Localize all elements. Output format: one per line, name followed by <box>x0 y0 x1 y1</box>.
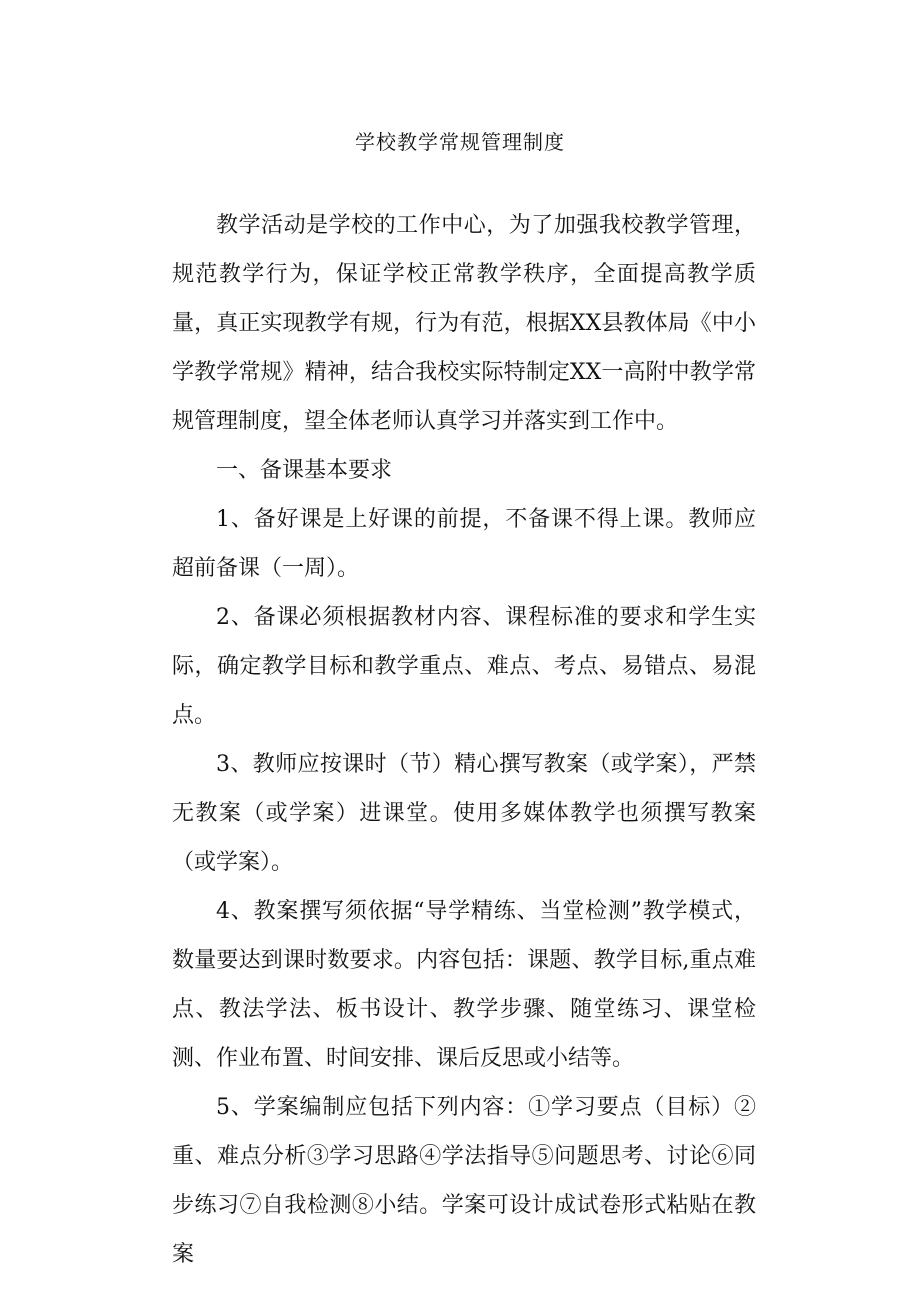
intro-paragraph: 教学活动是学校的工作中心，为了加强我校教学管理，规范教学行为，保证学校正常教学秩序，全面提高教学质量，真正实现教学有规，行为有范，根据XX县教体局《中小学教学常规》精神，结合我校实际特制定XX一高附中教学常规管理制度，望全体老师认真学习并落实到工作中。 <box>172 213 756 434</box>
document-title: 学校教学常规管理制度 <box>355 130 565 154</box>
list-item: 5、学案编制应包括下列内容：①学习要点（目标）②重、难点分析③学习思路④学法指导⑤问题思考、讨论⑥同步练习⑦自我检测⑧小结。学案可设计成试卷形式粘贴在教案 <box>172 1095 756 1267</box>
list-item: 3、教师应按课时（节）精心撰写教案（或学案），严禁无教案（或学案）进课堂。使用多媒体教学也须撰写教案（或学案）。 <box>172 752 756 875</box>
list-item: 1、备好课是上好课的前提，不备课不得上课。教师应超前备课（一周）。 <box>172 507 756 581</box>
list-item: 2、备课必须根据教材内容、课程标准的要求和学生实际，确定教学目标和教学重点、难点、考点、易错点、易混点。 <box>172 605 756 728</box>
document-body <box>172 201 756 1279</box>
section-heading: 一、备课基本要求 <box>216 458 393 483</box>
list-item: 4、教案撰写须依据“导学精练、当堂检测”教学模式，数量要达到课时数要求。内容包括：课题、教学目标,重点难点、教法学法、板书设计、教学步骤、随堂练习、课堂检测、作业布置、时间安排、课后反思或小结等。 <box>172 899 756 1071</box>
